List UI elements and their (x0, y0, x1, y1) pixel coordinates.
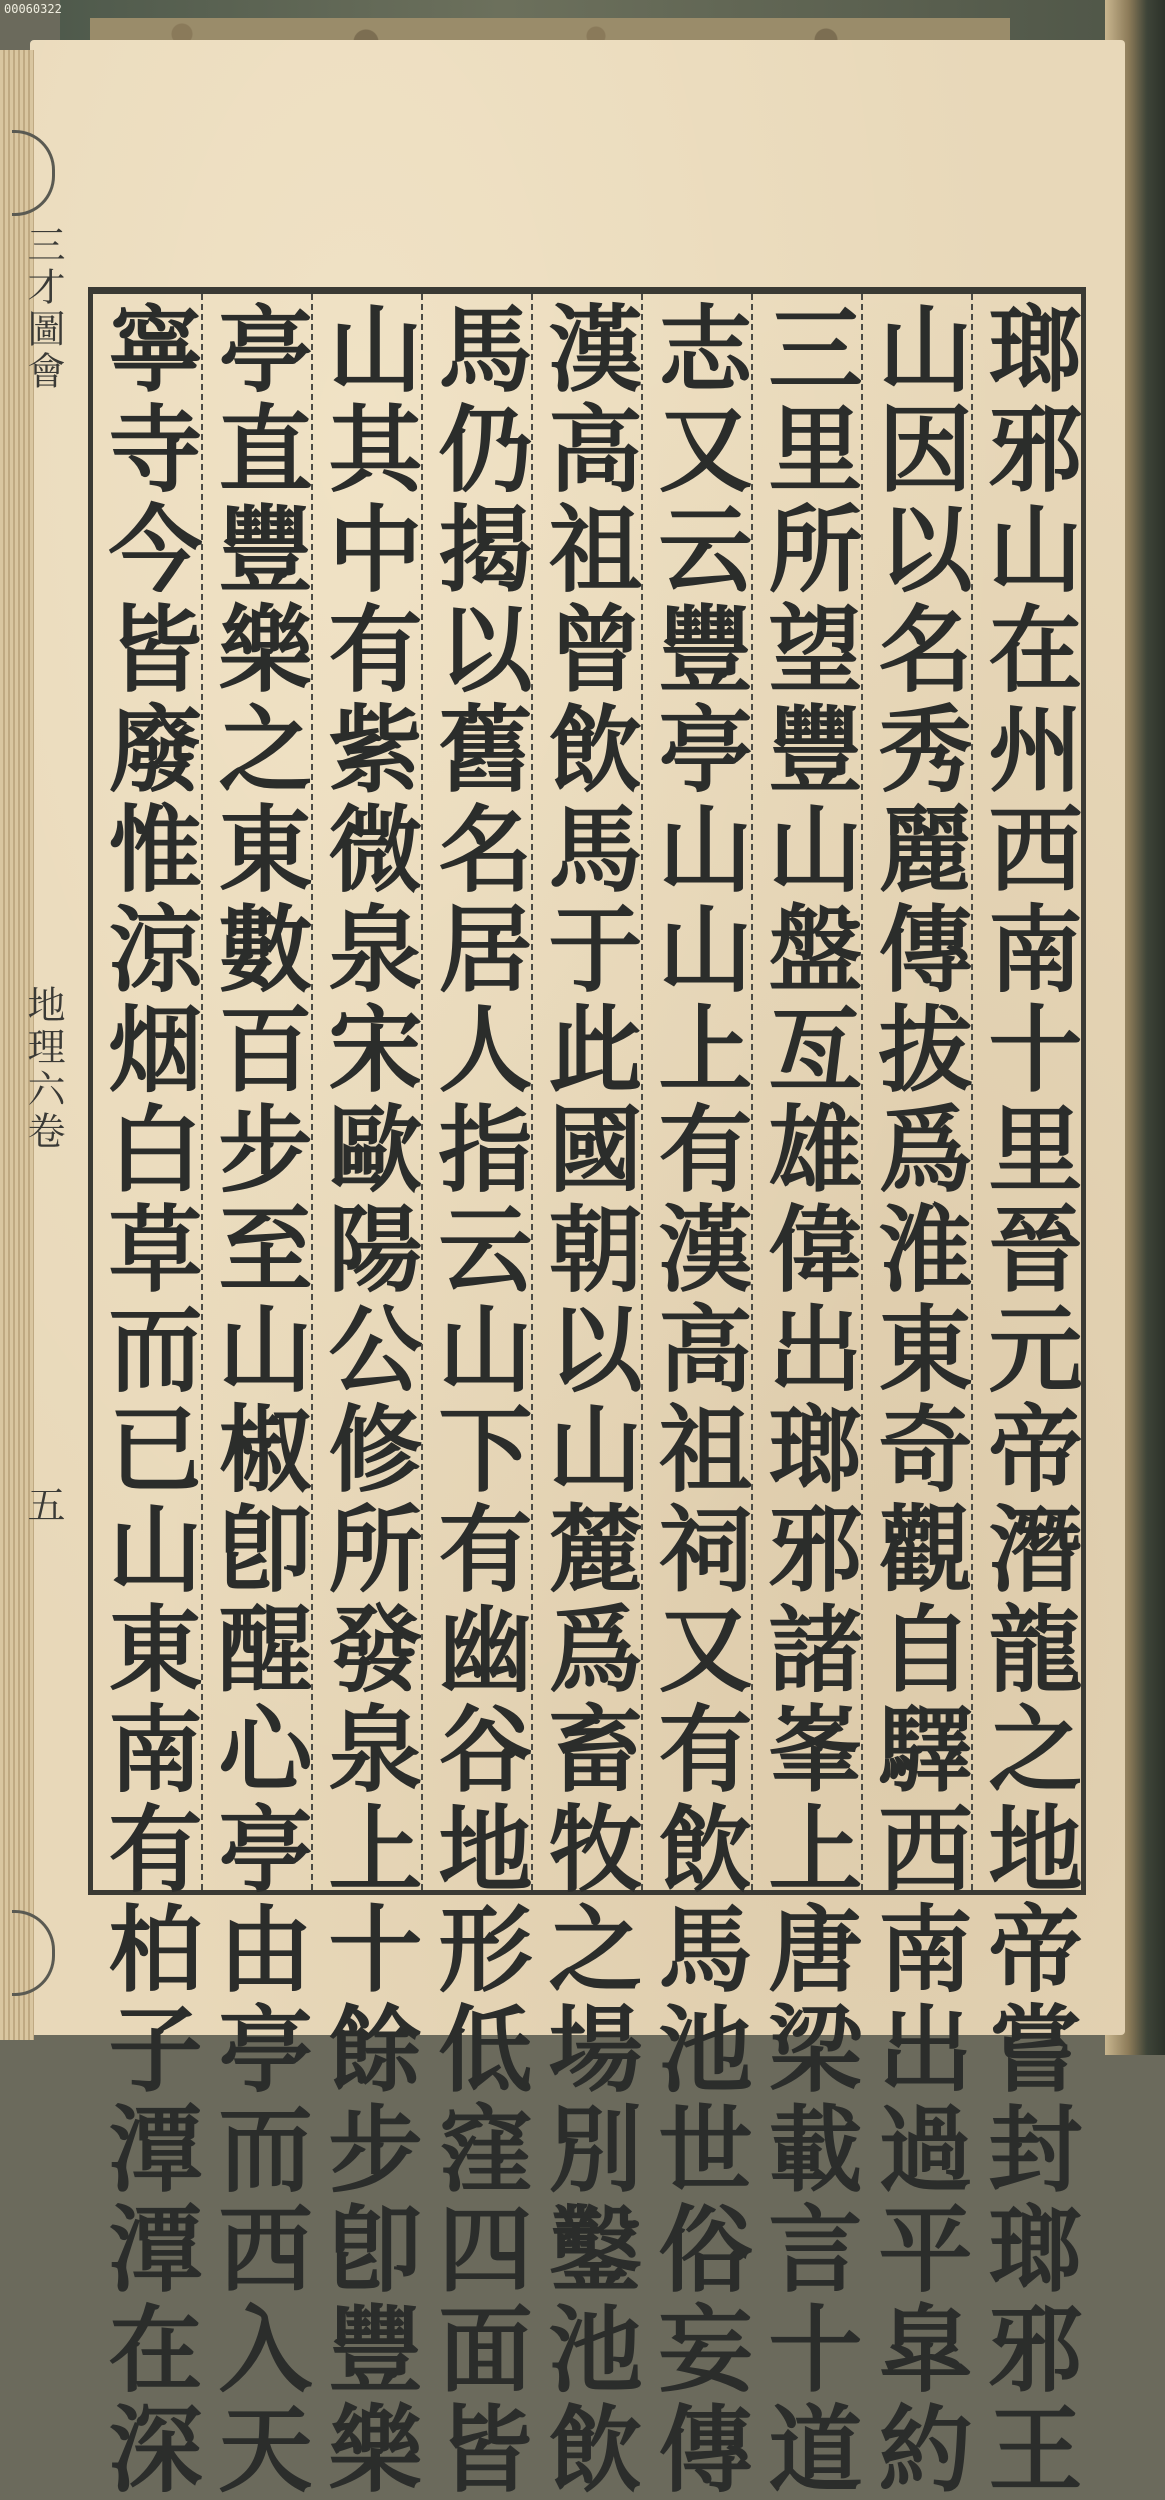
text-frame (88, 287, 1086, 2500)
text-column-8 (201, 294, 312, 2500)
column-text: 三里所望豐山盤亙雄偉出瑯邪諸峯上唐梁載言十道 (752, 300, 862, 2500)
margin-heading (10, 225, 65, 1565)
margin-book-title: 三才圖會 (21, 225, 65, 393)
text-column-6 (421, 294, 532, 2500)
column-text: 亭直豐樂之東數百步至山椒卽醒心亭由亭而西入天 (202, 300, 312, 2500)
column-text: 寧寺今皆廢惟涼烟白草而已山東南有柏子潭潭在深 (92, 300, 202, 2500)
column-text: 馬仍揭以舊名居人指云山下有幽谷地形低窪四面皆 (422, 300, 532, 2500)
text-column-2 (861, 294, 972, 2500)
column-text: 瑯邪山在州西南十里晉元帝潛龍之地帝嘗封瑯邪王 (972, 300, 1082, 2500)
text-column-4 (641, 294, 752, 2500)
text-column-9 (92, 294, 202, 2500)
text-column-1 (971, 294, 1082, 2500)
column-text: 山因以名秀麗傳拔爲淮東奇觀自驛西南出過平皐約 (862, 300, 972, 2500)
column-text: 漢高祖曾飲馬于此國朝以山麓爲畜牧之場別鑿池飲 (532, 300, 642, 2500)
text-column-7 (311, 294, 422, 2500)
margin-section-title: 地理六卷 (21, 985, 65, 1153)
column-text: 山其中有紫微泉宋歐陽公修所發泉上十餘步卽豐樂 (312, 300, 422, 2500)
column-text: 志又云豐亭山山上有漢高祖祠又有飲馬池世俗妄傳 (642, 300, 752, 2500)
scan-id-label: 00060322 (4, 2, 62, 16)
text-column-5 (531, 294, 642, 2500)
margin-page-number: 五 (21, 1485, 65, 1527)
text-column-3 (751, 294, 862, 2500)
text-columns (92, 294, 1082, 2500)
